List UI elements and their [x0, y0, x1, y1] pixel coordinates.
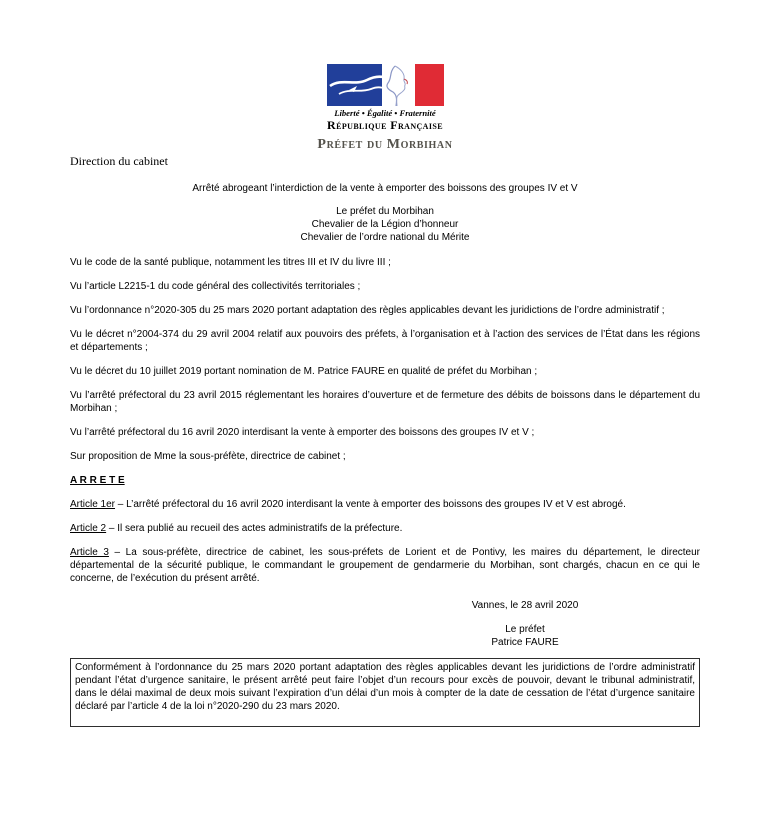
arrete-heading: A R R E T E: [70, 475, 125, 486]
authority-line-1: Le préfet du Morbihan: [336, 206, 434, 217]
recital-3: Vu l’ordonnance n°2020-305 du 25 mars 2020 portant adaptation des règles applicables devant les juridictions de l’ordre administratif ;: [70, 305, 665, 316]
article-2-text: Il sera publié au recueil des actes administratifs de la préfecture.: [117, 523, 403, 534]
article-3-sep: –: [108, 547, 126, 558]
recital-4: Vu le décret n°2004-374 du 29 avril 2004 relatif aux pouvoirs des préfets, à l’organisation et à l’action des services de l’État dans les régions et départements ;: [70, 329, 700, 353]
recital-2: Vu l’article L2215-1 du code général des collectivités territoriales ;: [70, 281, 361, 292]
signature-place-date: Vannes, le 28 avril 2020: [471, 600, 579, 611]
signature-block: [410, 599, 640, 649]
article-1-sep: –: [115, 499, 127, 510]
decree-title: Arrêté abrogeant l’interdiction de la vente à emporter des boissons des groupes IV et V: [192, 183, 578, 194]
document-content: [70, 64, 700, 727]
logo-republic-name: République Française: [327, 118, 443, 132]
authority-block: [70, 205, 700, 244]
recital-1: Vu le code de la santé publique, notamment les titres III et IV du livre III ;: [70, 257, 391, 268]
article-3: [70, 546, 700, 585]
recital-5: Vu le décret du 10 juillet 2019 portant nomination de M. Patrice FAURE en qualité de préfet du Morbihan ;: [70, 366, 538, 377]
article-1-text: L’arrêté préfectoral du 16 avril 2020 interdisant la vente à emporter des boissons des groupes IV et V est abrogé.: [126, 499, 626, 510]
republic-logo: [325, 64, 445, 132]
authority-line-3: Chevalier de l’ordre national du Mérite: [300, 232, 470, 243]
article-1-label: Article 1er: [70, 499, 116, 510]
recital-8: Sur proposition de Mme la sous-préfète, directrice de cabinet ;: [70, 451, 346, 462]
signature-role: Le préfet: [505, 624, 545, 635]
authority-line-2: Chevalier de la Légion d’honneur: [311, 219, 459, 230]
article-2-sep: –: [106, 523, 118, 534]
appeal-notice-box: Conformément à l’ordonnance du 25 mars 2020 portant adaptation des règles applicables devant les juridictions de l’ordre administratif pendant l’état d’urgence sanitaire, le présent arrêté peut faire l’objet d’un recours pour excès de pouvoir, devant le tribunal administratif, dans le délai maximal de deux mois suivant l’expiration d’un délai d’un mois à compter de la date de cessation de l’état d’urgence sanitaire déclaré par l’article 4 de la loi n°2020-290 du 23 mars 2020.: [70, 658, 700, 727]
recital-7: Vu l’arrêté préfectoral du 16 avril 2020 interdisant la vente à emporter des boissons des groupes IV et V ;: [70, 427, 535, 438]
marianne-flag-icon: [327, 64, 444, 106]
recital-6: Vu l’arrêté préfectoral du 23 avril 2015 réglementant les horaires d’ouverture et de fermeture des débits de boissons dans le département du Morbihan ;: [70, 390, 700, 414]
decree-body: [70, 256, 700, 585]
signature-name: Patrice FAURE: [491, 637, 559, 648]
article-1: [70, 498, 700, 511]
logo-motto: Liberté • Égalité • Fraternité: [334, 108, 436, 118]
service-line: Direction du cabinet: [70, 154, 168, 168]
article-2-label: Article 2: [70, 523, 107, 534]
article-2: [70, 522, 700, 535]
article-3-text: La sous-préfète, directrice de cabinet, les sous-préfets de Lorient et de Pontivy, les maires du département, le directeur départemental de la sécurité publique, le commandant le groupement de gendarmerie du Morbihan, sont chargés, chacun en ce qui le concerne, de l’exécution du présent arrêté.: [70, 547, 701, 584]
article-3-label: Article 3: [70, 547, 109, 558]
prefecture-title: Préfet du Morbihan: [317, 137, 453, 152]
